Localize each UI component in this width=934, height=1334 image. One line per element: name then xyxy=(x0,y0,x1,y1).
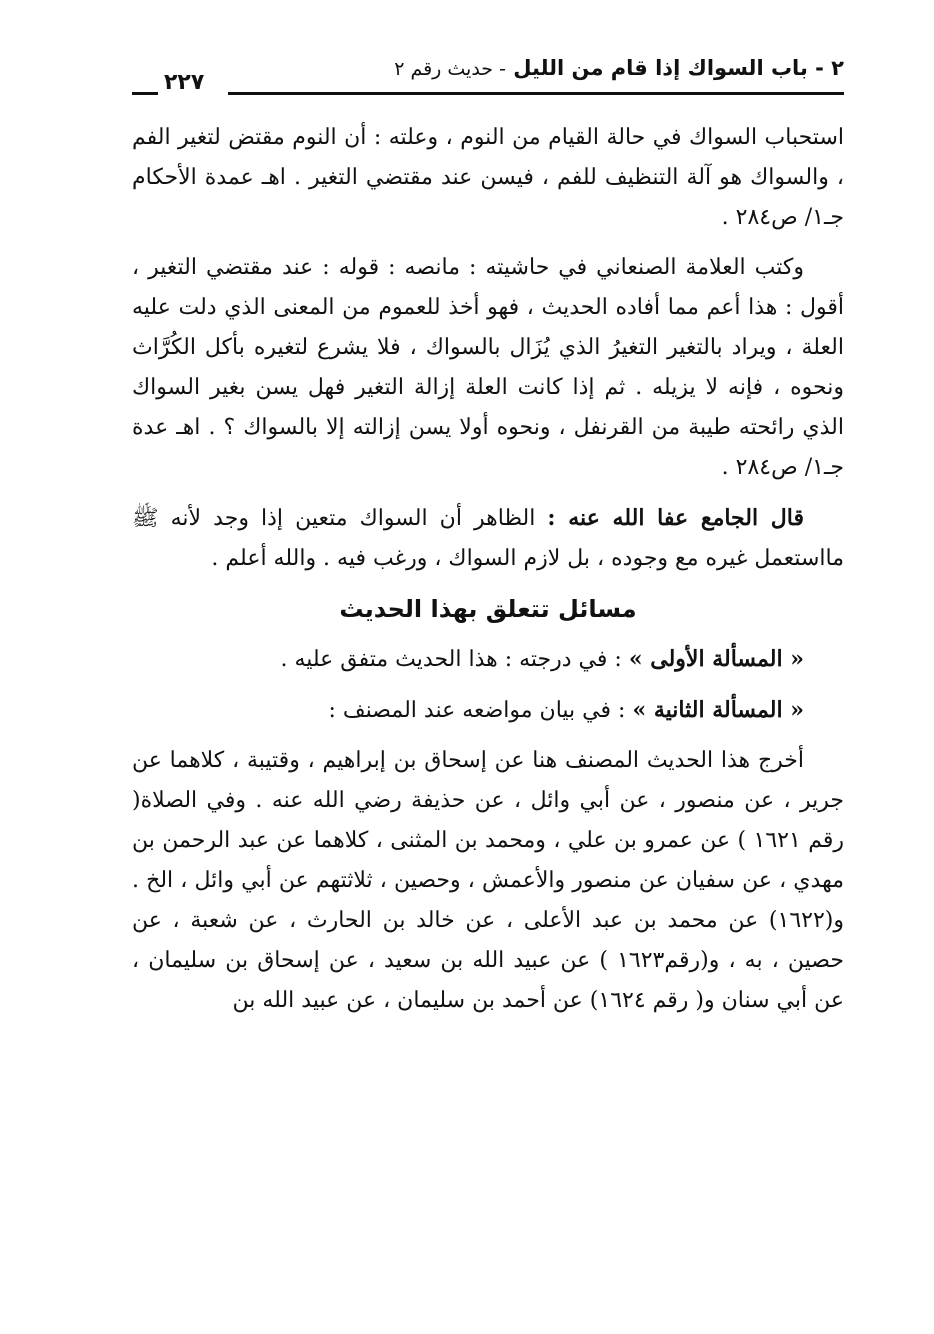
issue-2-label: « المسألة الثانية » xyxy=(632,697,804,723)
chapter-title: ٢ - باب السواك إذا قام من الليل xyxy=(513,56,844,80)
hadith-number: - حديث رقم ٢ xyxy=(394,58,506,80)
page-body xyxy=(132,118,844,1031)
page-header xyxy=(132,52,844,102)
header-rule-left xyxy=(132,92,158,95)
paragraph-2: وكتب العلامة الصنعاني في حاشيته : مانصه : قوله : عند مقتضي التغير ، أقول : هذا أعم مما أفاده الحديث ، فهو أخذ للعموم من المعنى الذي دلت عليه العلة ، ويراد بالتغير التغيرُ الذي يُزَال بالسواك ، فلا يشرع لتغيره بأكل الكُرَّاث ونحوه ، فإنه لا يزيله . ثم إذا كانت العلة إزالة التغير فهل يسن بغير السواك الذي رائحته طيبة من القرنفل ، ونحوه أولا يسن إزالته إلا بالسواك ؟ . اهـ عدة جـ١/ ص٢٨٤ . xyxy=(132,255,844,480)
issue-1-text: : في درجته : هذا الحديث متفق عليه . xyxy=(280,647,622,672)
paragraph-3 xyxy=(132,498,844,579)
paragraph-1: استحباب السواك في حالة القيام من النوم ، وعلته : أن النوم مقتض لتغير الفم ، والسواك هو آلة التنظيف للفم ، فيسن عند مقتضي التغير . اهـ عمدة الأحكام جـ١/ ص٢٨٤ . xyxy=(132,125,844,230)
section-heading: مسائل تتعلق بهذا الحديث xyxy=(339,595,637,623)
compiler-statement-label: قال الجامع عفا الله عنه : xyxy=(547,505,805,531)
page-number: ٢٢٧ xyxy=(164,70,205,95)
paragraph-final: أخرج هذا الحديث المصنف هنا عن إسحاق بن إبراهيم ، وقتيبة ، كلاهما عن جرير ، عن منصور ، عن أبي وائل ، عن حذيفة رضي الله عنه . وفي الصلاة( رقم ١٦٢١ ) عن عمرو بن علي ، ومحمد بن المثنى ، كلاهما عن عبد الرحمن بن مهدي ، عن سفيان عن منصور والأعمش ، وحصين ، ثلاثتهم عن أبي وائل ، الخ . و(١٦٢٢) عن محمد بن عبد الأعلى ، عن خالد بن الحارث ، عن شعبة ، عن حصين ، به ، و(رقم١٦٢٣ ) عن عبيد الله بن سعيد ، عن إسحاق بن سليمان ، عن أبي سنان و( رقم ١٦٢٤) عن أحمد بن سليمان ، عن عبيد الله بن xyxy=(132,748,844,1013)
header-rule xyxy=(228,92,844,95)
issue-1 xyxy=(132,639,844,680)
compiler-statement-text: الظاهر أن السواك متعين إذا وجد لأنه ﷺ مااستعمل غيره مع وجوده ، بل لازم السواك ، ورغب فيه . والله أعلم . xyxy=(132,506,844,571)
issue-2 xyxy=(132,690,844,731)
running-title xyxy=(394,56,844,80)
issue-1-label: « المسألة الأولى » xyxy=(628,646,804,672)
issue-2-text: : في بيان مواضعه عند المصنف : xyxy=(328,698,626,723)
